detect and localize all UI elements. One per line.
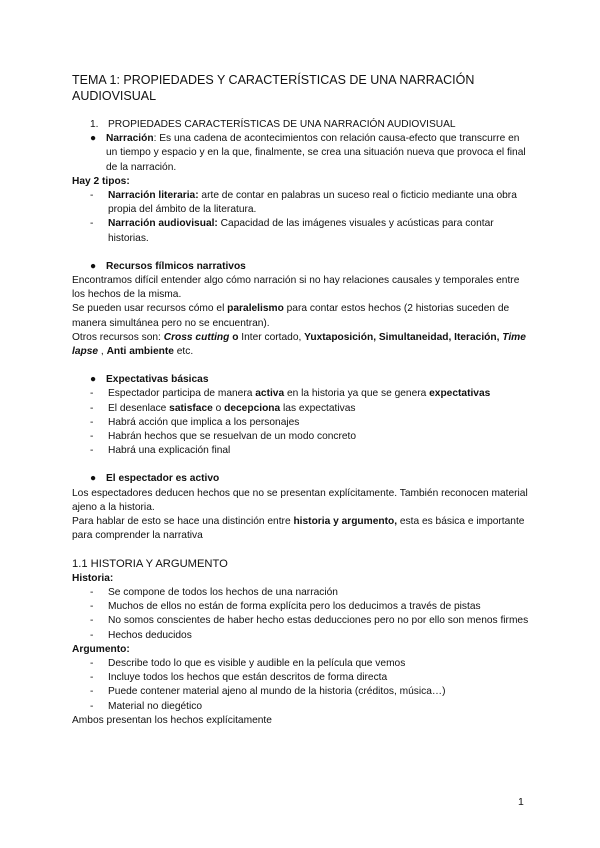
list-item: - Hechos deducidos [72, 629, 532, 643]
list-item: - Muchos de ellos no están de forma explícita pero los deducimos a través de pistas [72, 600, 532, 614]
types-label: Hay 2 tipos: [72, 175, 130, 187]
subsection-heading [72, 472, 532, 486]
list-item: - Habrá acción que implica a los personajes [72, 416, 532, 430]
bullet-dash-icon: - [90, 416, 94, 428]
paragraph: Ambos presentan los hechos explícitamente [72, 714, 272, 726]
term: Narración literaria: [108, 190, 199, 202]
bullet-dash-icon: - [90, 615, 94, 627]
paragraph: Para hablar de esto se hace una distinción entre historia y argumento, esta es básica e importante para comprender la narrativa [72, 516, 525, 542]
term: Narración [106, 133, 154, 145]
list-item: - Habrán hechos que se resuelvan de un modo concreto [72, 430, 532, 444]
bullet-dash-icon: - [90, 672, 94, 684]
argumento-label: Argumento: [72, 643, 130, 655]
page-title: TEMA 1: PROPIEDADES Y CARACTERÍSTICAS DE UNA NARRACIÓN AUDIOVISUAL [72, 73, 475, 103]
list-item [72, 189, 532, 217]
historia-label: Historia: [72, 572, 114, 584]
list-item: - Describe todo lo que es visible y audible en la película que vemos [72, 657, 532, 671]
page-number: 1 [518, 796, 524, 808]
subsection-heading [72, 260, 532, 274]
bullet-dot-icon: ● [90, 260, 97, 272]
bullet-dot-icon: ● [90, 374, 97, 386]
bullet-dash-icon: - [90, 190, 94, 202]
bullet-dash-icon: - [90, 700, 94, 712]
expectativas-heading: Expectativas básicas [106, 374, 209, 386]
list-item [72, 217, 532, 245]
list-item: - Espectador participa de manera activa en la historia ya que se genera expectativas [72, 387, 532, 401]
bullet-dash-icon: - [90, 445, 94, 457]
section-1-1-heading: 1.1 HISTORIA Y ARGUMENTO [72, 558, 228, 571]
list-item: - Puede contener material ajeno al mundo de la historia (créditos, música…) [72, 685, 532, 699]
bullet-dash-icon: - [90, 657, 94, 669]
document-body [72, 118, 532, 728]
paragraph: Otros recursos son: Cross cutting o Inter cortado, Yuxtaposición, Simultaneidad, Iteración, Time lapse , Anti ambiente etc. [72, 331, 526, 358]
bullet-dash-icon: - [90, 388, 94, 400]
bullet-dash-icon: - [90, 431, 94, 443]
bullet-dot-icon: ● [90, 473, 97, 485]
espectador-heading: El espectador es activo [106, 473, 220, 485]
list-item: - Incluye todos los hechos que están descritos de forma directa [72, 671, 532, 685]
bullet-dash-icon: - [90, 629, 94, 641]
list-item [72, 132, 532, 175]
paragraph: Se pueden usar recursos cómo el paralelismo para contar estos hechos (2 historias suceden de manera simultánea pero no se encuentran). [72, 303, 510, 329]
list-item: - Material no diegético [72, 700, 532, 714]
bullet-dash-icon: - [90, 601, 94, 613]
bullet-dash-icon: - [90, 402, 94, 414]
list-item: - Se compone de todos los hechos de una narración [72, 586, 532, 600]
paragraph: Encontramos difícil entender algo cómo narración si no hay relaciones causales y temporales entre los hechos de la misma. [72, 275, 520, 301]
subsection-heading [72, 373, 532, 387]
definition: Capacidad de las imágenes visuales y acústicas para contar historias. [108, 218, 494, 244]
paragraph: Los espectadores deducen hechos que no se presentan explícitamente. También reconocen material ajeno a la historia. [72, 487, 528, 513]
recursos-heading: Recursos fílmicos narrativos [106, 260, 246, 272]
list-item: - No somos conscientes de haber hecho estas deducciones pero no por ello son menos firmes [72, 614, 532, 628]
bullet-dot-icon: ● [90, 133, 97, 145]
definition: arte de contar en palabras un suceso real o ficticio mediante una obra propia del ámbito de la literatura. [108, 190, 517, 216]
definition: : Es una cadena de acontecimientos con relación causa-efecto que transcurre en un tiempo y espacio y en la que, finalmente, se crea una situación nueva que provoca el final de la narración. [106, 133, 526, 173]
list-item: - Habrá una explicación final [72, 444, 532, 458]
term: Narración audiovisual: [108, 218, 218, 230]
bullet-dash-icon: - [90, 218, 94, 230]
section-1-heading [72, 118, 532, 132]
section-number: 1. [90, 119, 99, 130]
section-heading-text: PROPIEDADES CARACTERÍSTICAS DE UNA NARRACIÓN AUDIOVISUAL [108, 119, 456, 130]
bullet-dash-icon: - [90, 686, 94, 698]
list-item: - El desenlace satisface o decepciona las expectativas [72, 402, 532, 416]
bullet-dash-icon: - [90, 586, 94, 598]
